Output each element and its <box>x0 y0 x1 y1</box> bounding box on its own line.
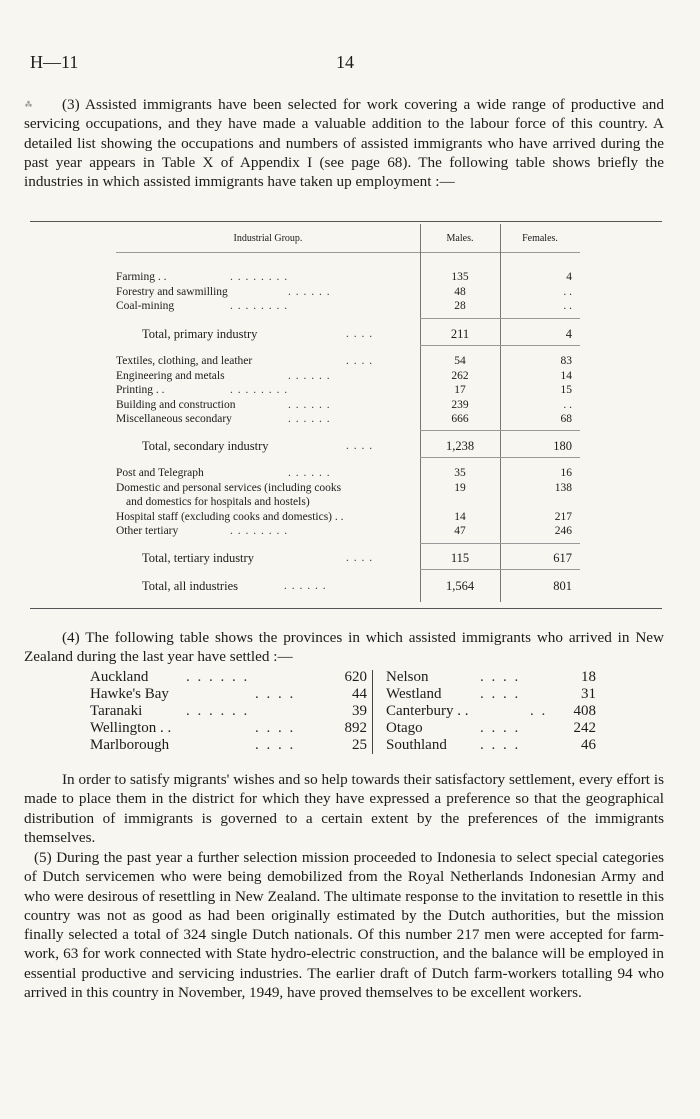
subtotal-label: Total, primary industry <box>142 327 258 341</box>
females-value: . . <box>563 300 572 312</box>
table-row <box>116 481 416 496</box>
province-count: 25 <box>352 737 367 753</box>
males-value: 54 <box>454 355 466 367</box>
province-name: Canterbury . . <box>386 703 469 719</box>
males-subtotal: 115 <box>450 551 470 565</box>
province-count: 39 <box>352 703 367 719</box>
table-row <box>116 369 416 384</box>
males-value: 17 <box>454 384 466 396</box>
row-label: Post and Telegraph <box>116 467 204 479</box>
margin-mark: ⁂ <box>25 101 32 109</box>
intro-paragraph: (3) Assisted immigrants have been selected for work covering a wide range of productive and servicing occupations, and they have made a valuable addition to the labour force of this country. A detailed list showing the occupations and numbers of assisted immigrants who have arrived during the past year appears in Table X of Appendix I (see page 68). The following table shows briefly the industries in which assisted immigrants have taken up employment :— <box>24 96 664 191</box>
females-subtotal: 617 <box>553 551 572 565</box>
leader-dots: . . . . <box>480 686 521 702</box>
row-label: Domestic and personal services (including cooks <box>116 481 342 494</box>
provinces-intro: (4) The following table shows the provinces in which assisted immigrants who arrived in New Zealand during the last year have settled :— <box>24 629 664 666</box>
females-value: 217 <box>554 510 572 523</box>
leader-dots: . . . . . . <box>288 467 331 479</box>
leader-dots: . . . . . . <box>284 580 327 592</box>
females-value: . . <box>563 398 572 411</box>
province-count: 892 <box>344 720 367 736</box>
subtotal-rule <box>420 457 580 458</box>
row-label: Building and construction <box>116 398 236 411</box>
leader-dots: . . . . <box>480 720 521 736</box>
row-label: Miscellaneous secondary <box>116 413 232 425</box>
males-subtotal: 1,238 <box>445 439 475 453</box>
males-value: 14 <box>454 510 466 523</box>
province-count: 408 <box>573 703 596 719</box>
subtotal-rule <box>420 543 580 544</box>
males-value: 19 <box>454 481 466 494</box>
leader-dots: . . . . <box>255 686 296 702</box>
province-name: Auckland <box>90 669 149 685</box>
males-value: 47 <box>454 525 466 537</box>
row-label: Textiles, clothing, and leather <box>116 355 253 367</box>
males-subtotal: 211 <box>450 327 470 341</box>
col-header-males: Males. <box>446 233 474 244</box>
row-label-continued: and domestics for hospitals and hostels) <box>126 496 310 508</box>
females-grand-total: 801 <box>553 579 572 593</box>
table-bottom-rule <box>30 608 662 609</box>
leader-dots: . . . . <box>346 552 374 564</box>
table-row <box>116 398 416 413</box>
province-count: 620 <box>344 669 367 685</box>
table-row <box>116 285 416 300</box>
province-count: 46 <box>581 737 596 753</box>
page-number: 14 <box>336 52 354 72</box>
province-name: Otago <box>386 720 423 736</box>
col-header-females: Females. <box>522 233 558 244</box>
row-label: Coal-mining <box>116 300 175 312</box>
leader-dots: . . . . <box>346 355 374 367</box>
subtotal-rule <box>420 345 580 346</box>
leader-dots: . . <box>530 703 548 719</box>
table-row <box>116 510 416 525</box>
row-label: Forestry and sawmilling <box>116 285 228 298</box>
leader-dots: . . . . . . . . <box>230 384 289 396</box>
females-subtotal: 4 <box>565 327 572 341</box>
distribution-paragraph: In order to satisfy migrants' wishes and so help towards their satisfactory settlement, every effort is made to place them in the district for which they have expressed a preference so that the geographical distribution of immigrants is governed to a certain extent by the preferences of the immigrants themselves. <box>24 771 664 846</box>
leader-dots: . . . . <box>255 737 296 753</box>
province-count: 18 <box>581 669 596 685</box>
males-value: 239 <box>451 398 469 411</box>
females-value: . . <box>563 285 572 298</box>
subtotal-label: Total, secondary industry <box>142 439 269 453</box>
males-value: 262 <box>451 369 469 382</box>
leader-dots: . . . . . . . . <box>230 525 289 537</box>
females-value: 83 <box>560 355 572 367</box>
leader-dots: . . . . . . <box>288 413 331 425</box>
province-count: 31 <box>581 686 596 702</box>
leader-dots: . . . . . . <box>288 398 331 411</box>
col-separator-1 <box>420 224 421 602</box>
province-count: 242 <box>573 720 596 736</box>
leader-dots: . . . . <box>346 328 374 340</box>
row-label: Farming . . <box>116 271 167 283</box>
document-code: H—11 <box>30 52 79 72</box>
row-label: Engineering and metals <box>116 369 225 382</box>
females-value: 246 <box>554 525 572 537</box>
leader-dots: . . . . . . . . <box>230 300 289 312</box>
females-value: 14 <box>560 369 572 382</box>
header-rule <box>116 252 580 253</box>
leader-dots: . . . . <box>346 440 374 452</box>
page-header <box>30 52 670 76</box>
col-header-group: Industrial Group. <box>233 233 303 244</box>
leader-dots: . . . . . . <box>288 369 331 382</box>
males-value: 135 <box>451 271 469 283</box>
females-value: 16 <box>560 467 572 479</box>
leader-dots: . . . . <box>255 720 296 736</box>
males-value: 666 <box>451 413 469 425</box>
females-subtotal: 180 <box>553 439 572 453</box>
table-top-rule <box>30 221 662 222</box>
leader-dots: . . . . . . <box>186 669 250 685</box>
province-name: Marlborough <box>90 737 170 753</box>
grand-total-label: Total, all industries <box>142 579 238 593</box>
females-value: 15 <box>560 384 572 396</box>
males-value: 28 <box>454 300 466 312</box>
table-row <box>116 412 416 427</box>
province-count: 44 <box>352 686 367 702</box>
leader-dots: . . . . . . . . <box>230 271 289 283</box>
province-name: Wellington . . <box>90 720 172 736</box>
row-label: Hospital staff (excluding cooks and domestics) . . <box>116 510 344 523</box>
leader-dots: . . . . . . <box>186 703 250 719</box>
subtotal-rule <box>420 569 580 570</box>
province-name: Westland <box>386 686 442 702</box>
males-grand-total: 1,564 <box>445 579 475 593</box>
leader-dots: . . . . . . <box>288 285 331 298</box>
subtotal-rule <box>420 318 580 319</box>
row-label: Other tertiary <box>116 525 179 537</box>
subtotal-label: Total, tertiary industry <box>142 551 254 565</box>
provinces-divider <box>372 670 373 754</box>
col-separator-2 <box>500 224 501 602</box>
province-name: Nelson <box>386 669 429 685</box>
indonesia-paragraph: (5) During the past year a further selection mission proceeded to Indonesia to select special categories of Dutch servicemen who were being demobilized from the Royal Netherlands Indonesian Army and who were desirous of resettling in New Zealand. The ultimate response to the invitation to resettle in this country was not as good as had been originally estimated by the Dutch authorities, but the mission finally selected a total of 324 single Dutch nationals. Of this number 217 men were accepted for farm-work, 63 for work connected with State hydro-electric construction, and the balance will be employed in essential productive and servicing industries. The earlier draft of Dutch farm-workers totalling 94 who arrived in this country in November, 1949, have proved themselves to be excellent workers. <box>24 849 664 1002</box>
province-name: Hawke's Bay <box>90 686 169 702</box>
subtotal-rule <box>420 430 580 431</box>
leader-dots: . . . . <box>480 669 521 685</box>
table-row <box>116 466 416 481</box>
females-value: 4 <box>566 271 572 283</box>
females-value: 138 <box>554 481 572 494</box>
province-name: Taranaki <box>90 703 143 719</box>
province-name: Southland <box>386 737 447 753</box>
males-value: 48 <box>454 285 466 298</box>
row-label: Printing . . <box>116 384 165 396</box>
table-row-continuation <box>126 495 426 510</box>
leader-dots: . . . . <box>480 737 521 753</box>
males-value: 35 <box>454 467 466 479</box>
females-value: 68 <box>560 413 572 425</box>
